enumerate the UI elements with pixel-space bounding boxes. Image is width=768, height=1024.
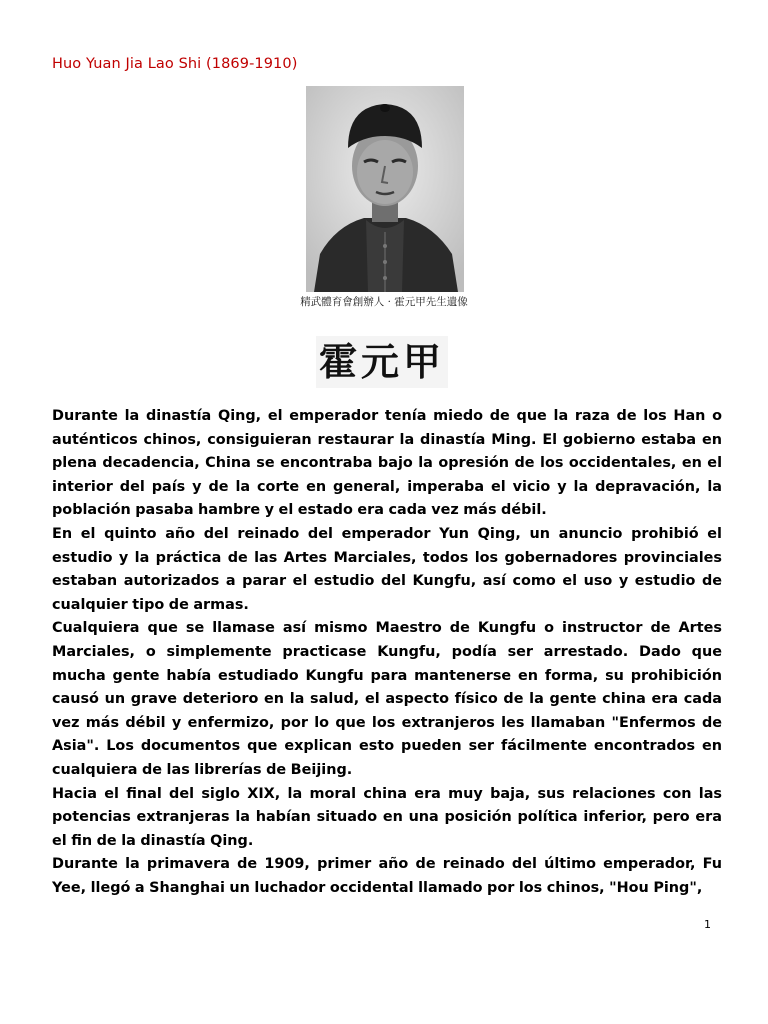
- paragraph: Durante la primavera de 1909, primer año de reinado del último emperador, Fu Yee, llegó a Shanghai un luchador occidental llamado por los chinos, "Hou Ping",: [52, 856, 722, 896]
- paragraph: Hacia el final del siglo XIX, la moral china era muy baja, sus relaciones con las potencias extranjeras la habían situado en una posición política inferior, pero era el fin de la dinastía Qing.: [52, 785, 722, 849]
- paragraph: Cualquiera que se llamase así mismo Maestro de Kungfu o instructor de Artes Marciales, o simplemente practicase Kungfu, podía ser arrestado. Dado que mucha gente había estudiado Kungfu para mantenerse en forma, su prohibición causó un grave deterioro en la salud, el aspecto físico de la gente china era cada vez más débil y enfermizo, por lo que los extranjeros les llamaban "Enfermos de Asia". Los documentos que explican esto pueden ser fácilmente encontrados en cualquiera de las librerías de Beijing.: [52, 620, 722, 778]
- paragraph: Durante la dinastía Qing, el emperador tenía miedo de que la raza de los Han o auténticos chinos, consiguieran restaurar la dinastía Ming. El gobierno estaba en plena decadencia, China se encontraba bajo la opresión de los occidentales, en el interior del país y de la corte en general, imperaba el vicio y la depravación, la población pasaba hambre y el estado era cada vez más débil.: [52, 408, 722, 519]
- portrait-caption: 精武體育會創辦人 · 霍元甲先生遺像: [300, 296, 468, 308]
- paragraph: En el quinto año del reinado del emperador Yun Qing, un anuncio prohibió el estudio y la práctica de las Artes Marciales, todos los gobernadores provinciales estaban autorizados a parar el estudio del Kungfu, así como el uso y estudio de cualquier tipo de armas.: [52, 525, 722, 613]
- body-text: [52, 405, 722, 900]
- portrait-photo: [306, 86, 464, 292]
- page-number: 1: [704, 918, 711, 931]
- page-title: Huo Yuan Jia Lao Shi (1869-1910): [52, 56, 298, 72]
- chinese-name-calligraphy: 霍元甲: [316, 336, 448, 388]
